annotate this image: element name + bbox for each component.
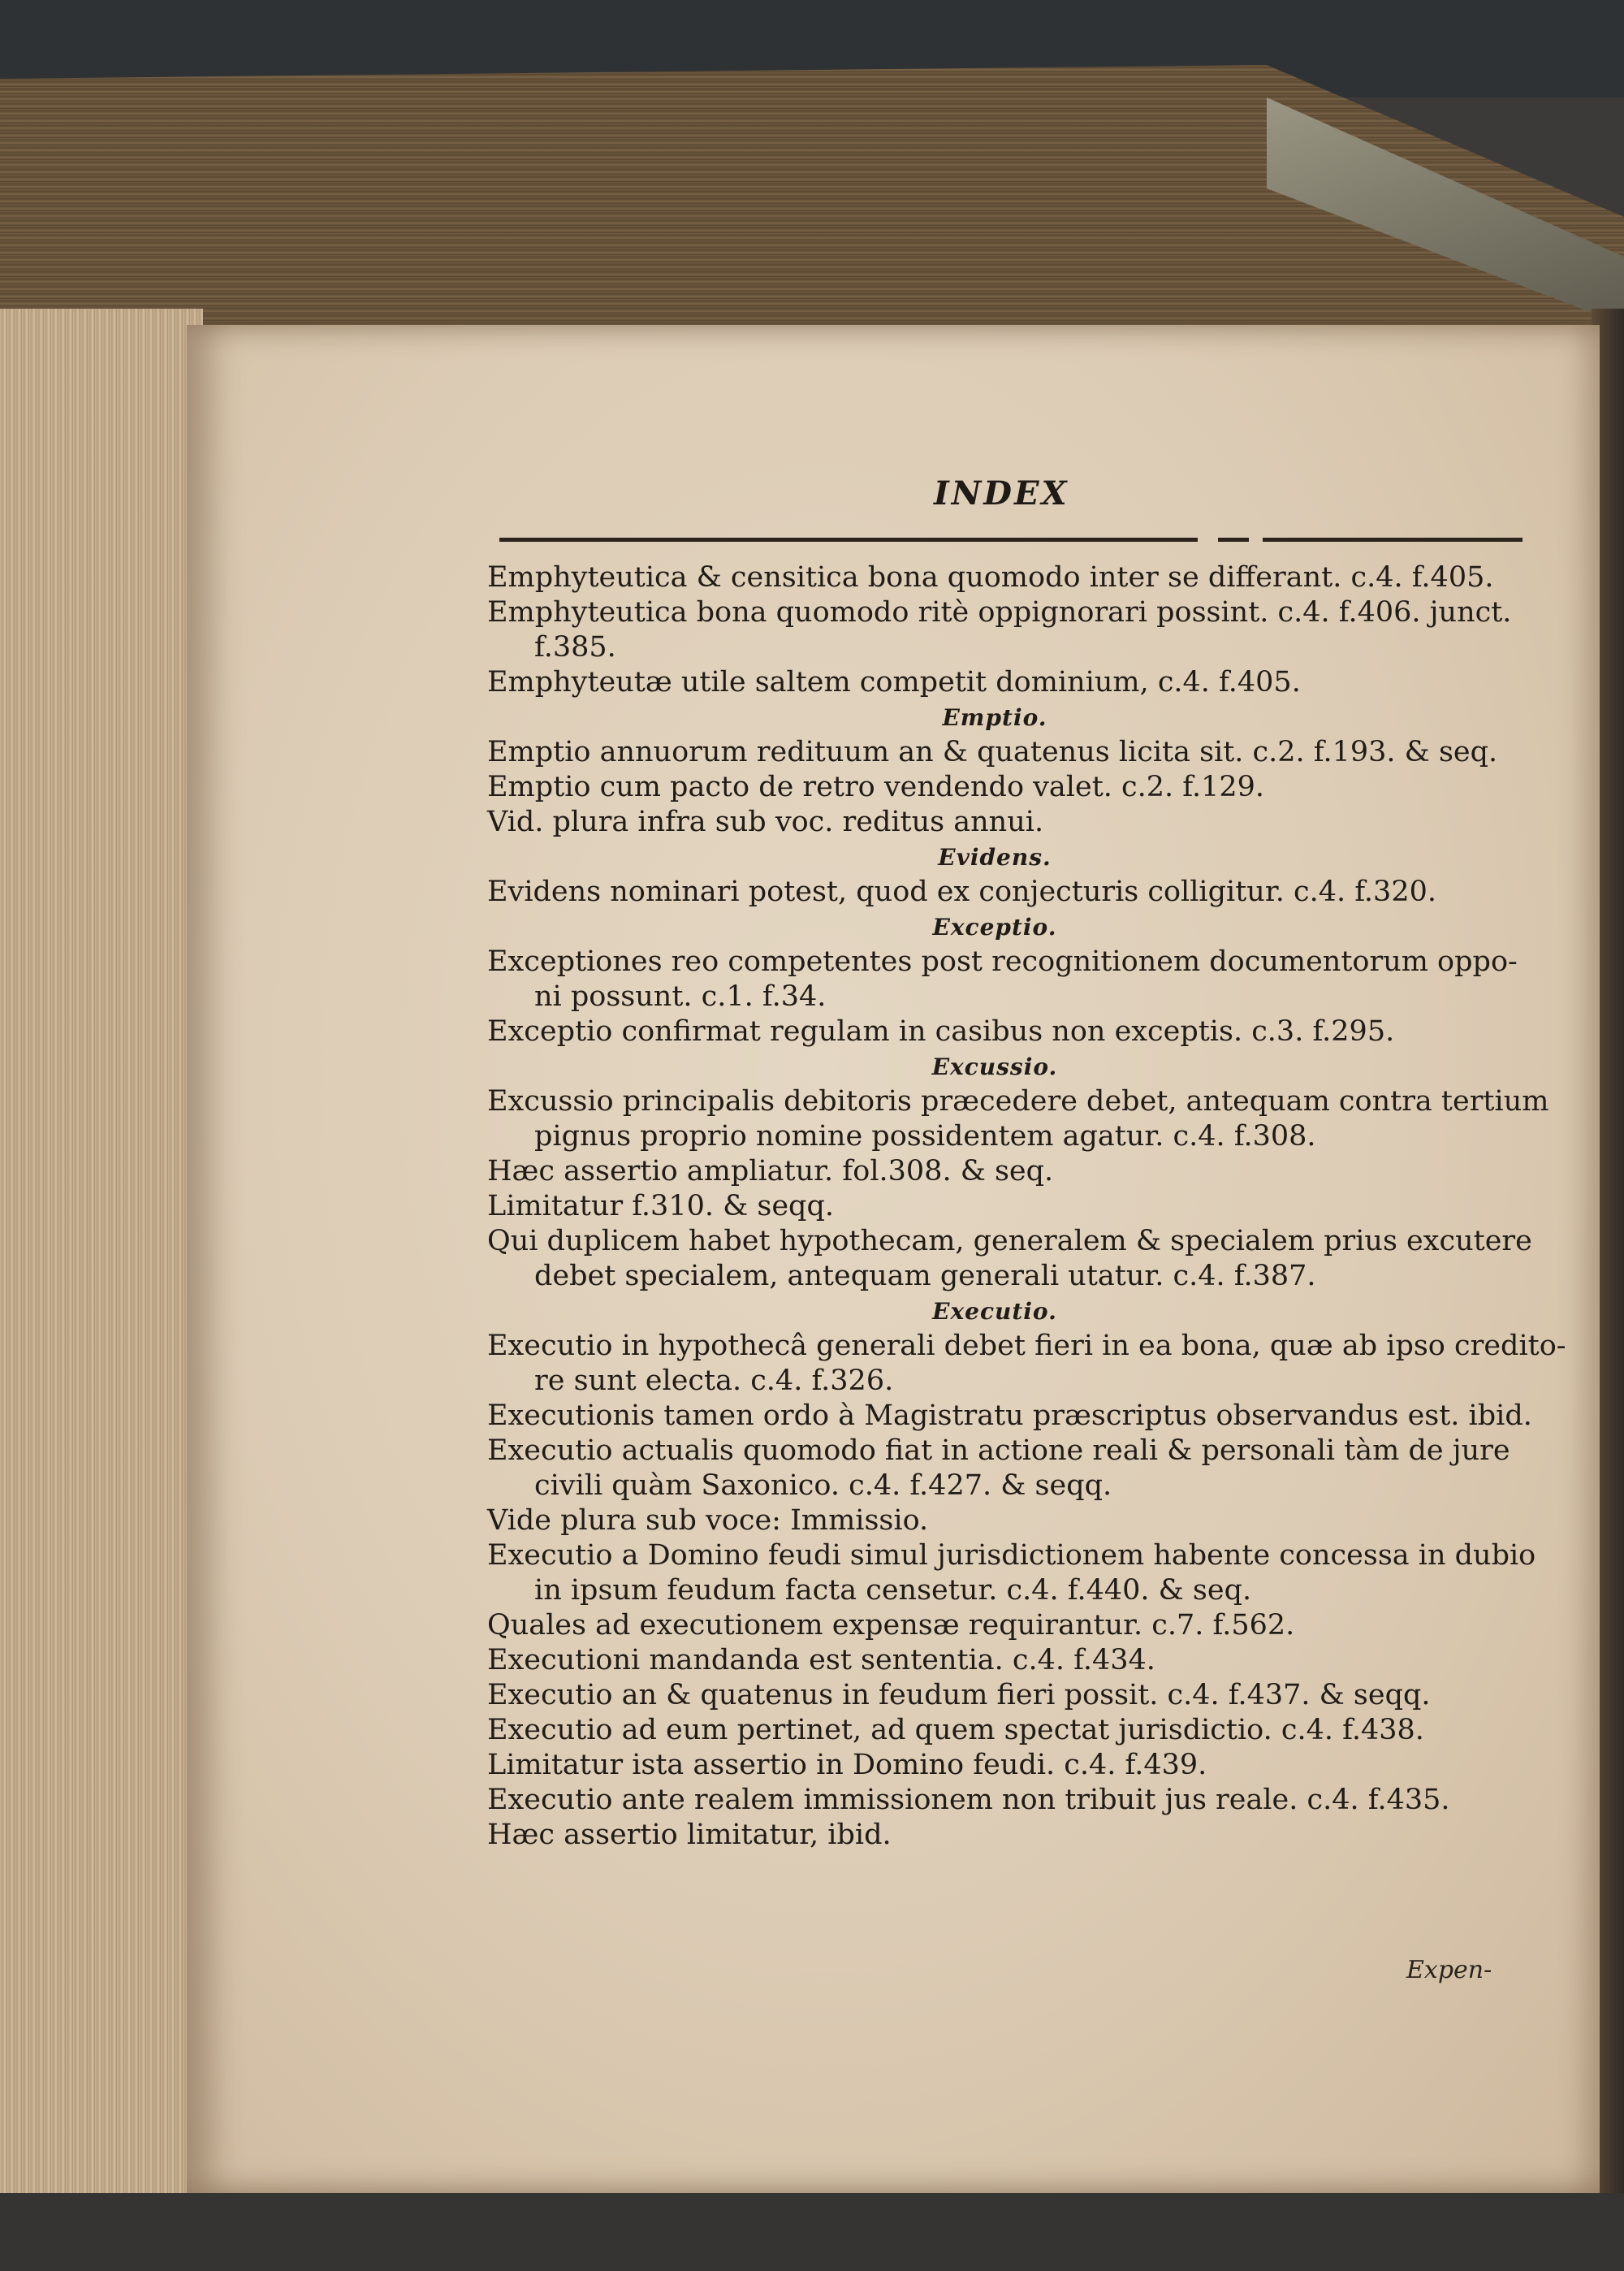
header-rule-left	[499, 538, 1198, 542]
background-bottom	[0, 2193, 1624, 2271]
index-entry-continuation: re sunt electa. c.4. f.326.	[534, 1365, 894, 1397]
index-entry-continuation: civili quàm Saxonico. c.4. f.427. & seqq.	[534, 1469, 1112, 1502]
index-entry: Executio an & quatenus in feudum fieri possit. c.4. f.437. & seqq.	[487, 1679, 1431, 1711]
section-heading: Exceptio.	[932, 914, 1057, 941]
catchword: Expen-	[1406, 1956, 1492, 1984]
index-entry: Hæc assertio limitatur, ibid.	[487, 1819, 892, 1851]
index-entry: Hæc assertio ampliatur. fol.308. & seq.	[487, 1155, 1054, 1187]
index-entry: Exceptiones reo competentes post recognitionem documentorum oppo-	[487, 945, 1518, 978]
index-entry: Emphyteutica & censitica bona quomodo inter se differant. c.4. f.405.	[487, 561, 1494, 594]
index-entry: Excussio principalis debitoris præcedere debet, antequam contra tertium	[487, 1085, 1549, 1118]
index-entry: Emphyteutica bona quomodo ritè oppignorari possint. c.4. f.406. junct.	[487, 596, 1512, 629]
index-entry-continuation: debet specialem, antequam generali utatur. c.4. f.387.	[534, 1260, 1316, 1292]
index-entry: Executio actualis quomodo fiat in actione reali & personali tàm de jure	[487, 1434, 1510, 1467]
index-text	[487, 560, 1566, 1853]
section-heading: Excussio.	[931, 1053, 1058, 1080]
index-entry: Vid. plura infra sub voc. reditus annui.	[487, 806, 1044, 838]
header-rule-right	[1263, 538, 1522, 542]
index-entry: Limitatur ista assertio in Domino feudi. c.4. f.439.	[487, 1749, 1207, 1781]
index-entry: Limitatur f.310. & seqq.	[487, 1190, 834, 1222]
index-entry: Evidens nominari potest, quod ex conjecturis colligitur. c.4. f.320.	[487, 876, 1436, 908]
index-entry: Executio a Domino feudi simul jurisdictionem habente concessa in dubio	[487, 1539, 1536, 1572]
index-entry-continuation: f.385.	[534, 631, 616, 664]
index-entry-continuation: ni possunt. c.1. f.34.	[534, 980, 827, 1013]
index-entry: Quales ad executionem expensæ requirantur. c.7. f.562.	[487, 1609, 1295, 1642]
section-heading: Evidens.	[938, 844, 1052, 871]
index-entry: Emptio annuorum redituum an & quatenus licita sit. c.2. f.193. & seq.	[487, 736, 1498, 768]
index-entry: Vide plura sub voce: Immissio.	[487, 1504, 929, 1537]
index-entry-continuation: pignus proprio nomine possidentem agatur. c.4. f.308.	[534, 1120, 1316, 1153]
index-entry-continuation: in ipsum feudum facta censetur. c.4. f.440. & seq.	[534, 1574, 1252, 1607]
header-rule-mid	[1218, 538, 1249, 542]
index-entry: Emphyteutæ utile saltem competit dominium, c.4. f.405.	[487, 666, 1301, 699]
section-heading: Executio.	[932, 1298, 1057, 1325]
index-entry: Executio in hypothecâ generali debet fieri in ea bona, quæ ab ipso credito-	[487, 1330, 1566, 1362]
index-entry: Executio ante realem immissionem non tribuit jus reale. c.4. f.435.	[487, 1784, 1450, 1816]
index-entry: Emptio cum pacto de retro vendendo valet. c.2. f.129.	[487, 771, 1265, 803]
section-heading: Emptio.	[942, 704, 1047, 731]
page-header: INDEX	[934, 474, 1069, 513]
index-entry: Executionis tamen ordo à Magistratu præscriptus observandus est. ibid.	[487, 1399, 1532, 1432]
index-entry: Qui duplicem habet hypothecam, generalem & specialem prius excutere	[487, 1225, 1532, 1257]
index-entry: Executioni mandanda est sententia. c.4. f.434.	[487, 1644, 1155, 1676]
index-entry: Executio ad eum pertinet, ad quem spectat jurisdictio. c.4. f.438.	[487, 1714, 1424, 1746]
index-entry: Exceptio confirmat regulam in casibus non exceptis. c.3. f.295.	[487, 1015, 1395, 1048]
page-stack	[0, 309, 203, 2209]
